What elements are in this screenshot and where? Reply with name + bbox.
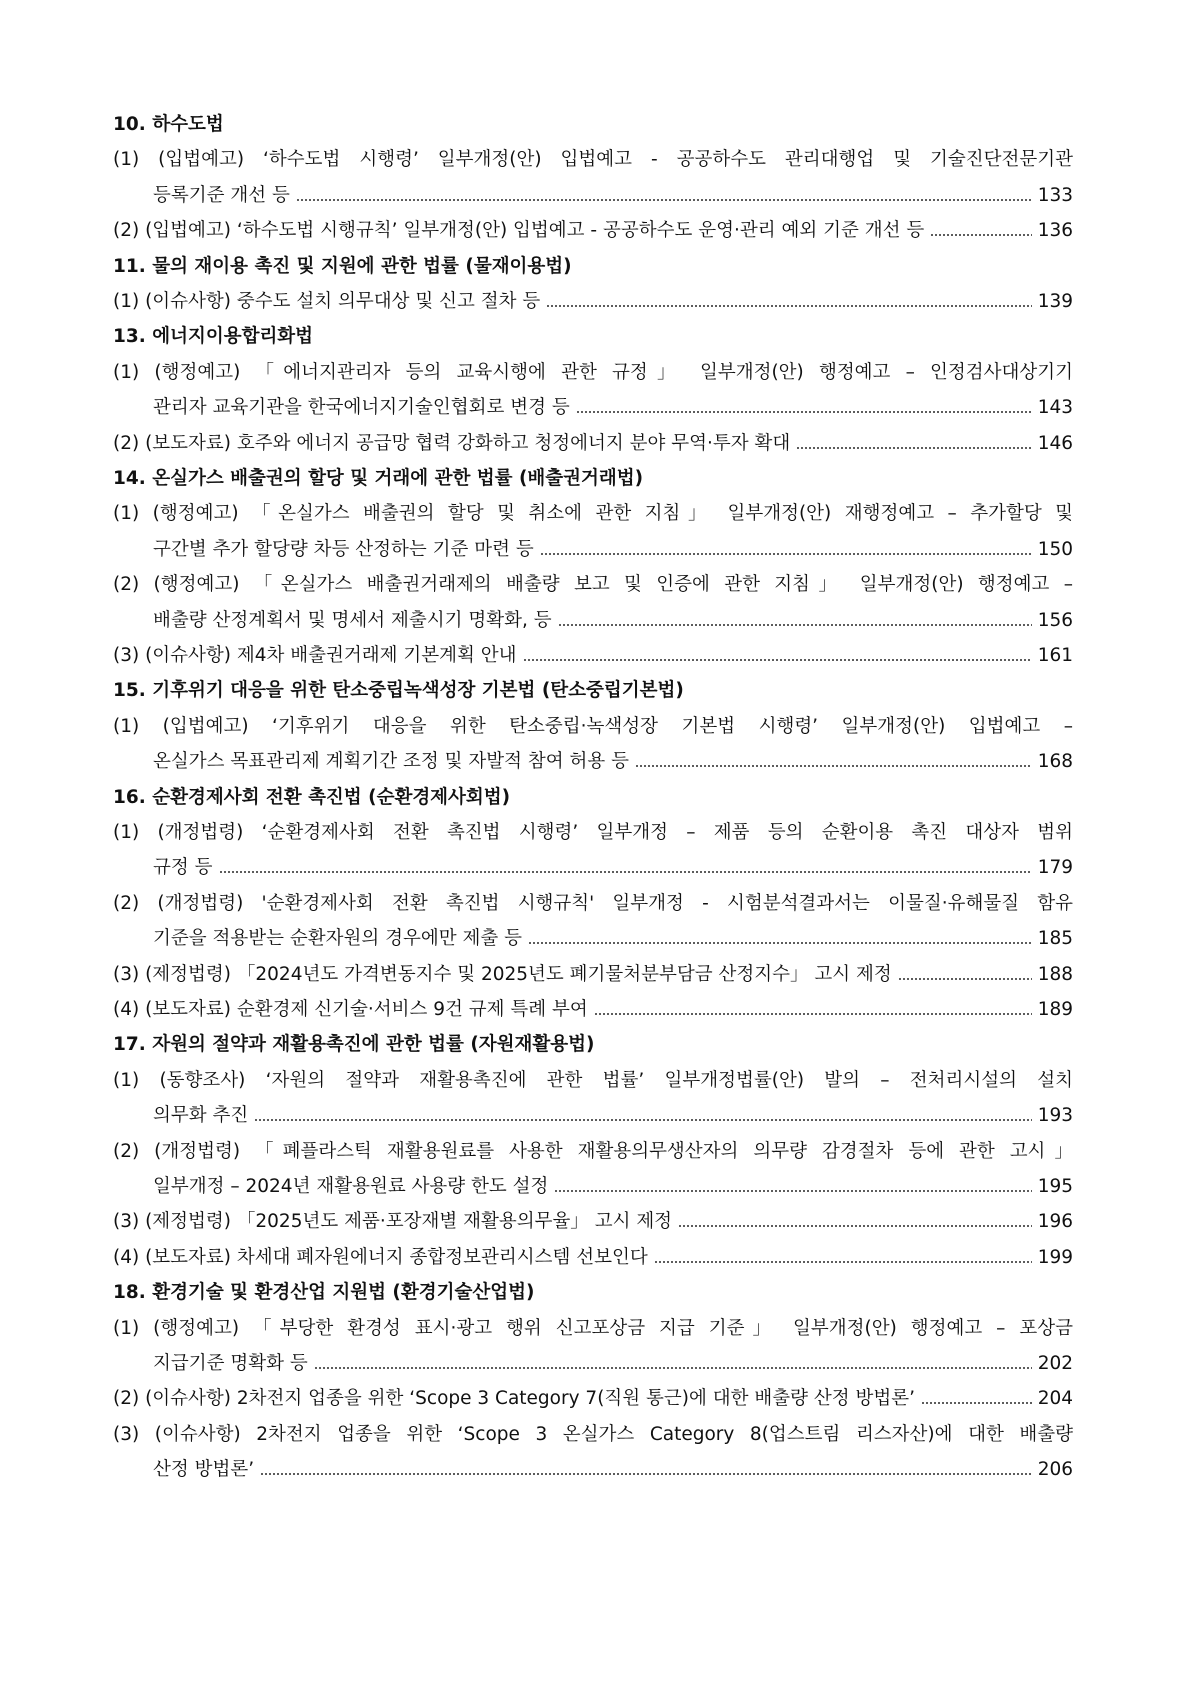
entry-title-line: 산정 방법론’ (153, 1459, 255, 1481)
entry-number: (3) (113, 963, 146, 985)
entry-title-line: (개정법령) ‘순환경제사회 전환 촉진법 시행령’ 일부개정 – 제품 등의 순환이용 촉진 대상자 범위 (157, 822, 1073, 843)
entry-title-line: (행정예고) 「온실가스 배출권거래제의 배출량 보고 및 인증에 관한 지침」 일부개정(안) 행정예고 – (153, 574, 1073, 596)
dot-leader (635, 765, 1032, 767)
dot-leader (528, 942, 1032, 944)
dot-leader (219, 871, 1032, 873)
dot-leader (921, 1402, 1032, 1404)
entry-title-line: 기준을 적용받는 순환자원의 경우에만 제출 등 (153, 928, 522, 950)
entry-title-line: (보도자료) 차세대 폐자원에너지 종합정보관리시스템 선보인다 (145, 1246, 648, 1268)
entry-title-line: (이슈사항) 제4차 배출권거래제 기본계획 안내 (145, 645, 517, 666)
dot-leader (898, 978, 1032, 980)
dot-leader (678, 1225, 1032, 1227)
entry-number: (4) (113, 1246, 146, 1268)
entry-title-line: (개정법령) '순환경제사회 전환 촉진법 시행규칙' 일부개정 - 시험분석결과서는 이물질·유해물질 함유 (157, 892, 1073, 914)
entry-title-line: 등록기준 개선 등 (153, 184, 290, 206)
page-number: 185 (1037, 928, 1073, 950)
entry-number: (1) (113, 291, 146, 312)
entry-title-line: 규정 등 (153, 857, 213, 879)
dot-leader (558, 624, 1032, 626)
entry-title-line: 온실가스 목표관리제 계획기간 조정 및 자발적 참여 허용 등 (153, 751, 629, 773)
page-number: 146 (1037, 432, 1073, 454)
entry-title-line: (입법예고) ‘하수도법 시행규칙’ 일부개정(안) 입법예고 - 공공하수도 운영·관리 예외 기준 개선 등 (145, 220, 925, 242)
entry-number: (1) (113, 503, 153, 525)
section-heading: 16. 순환경제사회 전환 촉진법 (순환경제사회법) (113, 786, 511, 808)
entry-number: (1) (113, 822, 158, 843)
entry-title-line: 구간별 추가 할당량 차등 산정하는 기준 마련 등 (153, 538, 534, 560)
entry-title-line: (이슈사항) 2차전지 업종을 위한 ‘Scope 3 온실가스 Category 8(업스트림 리스자산)에 대한 배출량 (154, 1423, 1073, 1445)
page-number: 202 (1037, 1352, 1073, 1374)
entry-title-line: 일부개정 – 2024년 재활용원료 사용량 한도 설정 (153, 1175, 549, 1197)
entry-number: (2) (113, 1140, 155, 1162)
entry-title-line: 관리자 교육기관을 한국에너지기술인협회로 변경 등 (153, 397, 570, 419)
dot-leader (930, 234, 1031, 236)
entry-number: (1) (113, 361, 155, 383)
section-heading: 10. 하수도법 (113, 114, 224, 135)
page-number: 161 (1037, 645, 1073, 666)
dot-leader (546, 305, 1031, 307)
dot-leader (576, 411, 1032, 413)
entry-title-line: (입법예고) ‘하수도법 시행령’ 일부개정(안) 입법예고 - 공공하수도 관리대행업 및 기술진단전문기관 (158, 149, 1073, 171)
dot-leader (523, 659, 1032, 661)
entry-title-line: (행정예고) 「에너지관리자 등의 교육시행에 관한 규정」 일부개정(안) 행정예고 – 인정검사대상기기 (154, 361, 1073, 383)
entry-title-line: 의무화 추진 (153, 1105, 249, 1127)
dot-leader (654, 1261, 1032, 1263)
entry-title-line: 지급기준 명확화 등 (153, 1352, 308, 1374)
dot-leader (254, 1119, 1031, 1121)
entry-title-line: (이슈사항) 2차전지 업종을 위한 ‘Scope 3 Category 7(직원 통근)에 대한 배출량 산정 방법론’ (145, 1388, 915, 1410)
page-number: 156 (1037, 609, 1073, 631)
entry-title-line: (개정법령) 「폐플라스틱 재활용원료를 사용한 재활용의무생산자의 의무량 감경절차 등에 관한 고시」 (154, 1140, 1073, 1162)
page-number: 204 (1037, 1388, 1073, 1410)
page-number: 189 (1037, 999, 1073, 1020)
entry-number: (2) (113, 574, 154, 596)
page-number: 199 (1037, 1246, 1073, 1268)
entry-number: (1) (113, 1069, 160, 1091)
entry-number: (4) (113, 999, 146, 1020)
entry-number: (3) (113, 1211, 146, 1233)
entry-title-line: (동향조사) ‘자원의 절약과 재활용촉진에 관한 법률’ 일부개정법률(안) 발의 – 전처리시설의 설치 (159, 1069, 1073, 1091)
dot-leader (594, 1013, 1032, 1015)
entry-number: (1) (113, 1317, 154, 1339)
entry-title-line: 배출량 산정계획서 및 명세서 제출시기 명확화, 등 (153, 609, 552, 631)
page-number: 143 (1037, 397, 1073, 419)
entry-number: (2) (113, 1388, 146, 1410)
section-heading: 13. 에너지이용합리화법 (113, 326, 314, 348)
page-number: 195 (1037, 1175, 1073, 1197)
entry-title-line: (제정법령) 「2024년도 가격변동지수 및 2025년도 폐기물처분부담금 산정지수」 고시 제정 (145, 963, 892, 985)
section-heading: 14. 온실가스 배출권의 할당 및 거래에 관한 법률 (배출권거래법) (113, 468, 644, 489)
section-heading: 17. 자원의 절약과 재활용촉진에 관한 법률 (자원재활용법) (113, 1034, 595, 1056)
page-number: 133 (1037, 184, 1073, 206)
entry-title-line: (행정예고) 「온실가스 배출권의 할당 및 취소에 관한 지침」 일부개정(안) 재행정예고 – 추가할당 및 (152, 503, 1073, 525)
entry-number: (1) (113, 149, 159, 171)
entry-number: (3) (113, 1423, 155, 1445)
dot-leader (540, 553, 1032, 555)
page-number: 206 (1037, 1459, 1073, 1481)
section-heading: 18. 환경기술 및 환경산업 지원법 (환경기술산업법) (113, 1282, 535, 1304)
entry-title-line: (입법예고) ‘기후위기 대응을 위한 탄소중립·녹색성장 기본법 시행령’ 일부개정(안) 입법예고 – (162, 715, 1073, 737)
entry-title-line: (이슈사항) 중수도 설치 의무대상 및 신고 절차 등 (145, 291, 541, 312)
entry-number: (1) (113, 715, 163, 737)
page-number: 168 (1037, 751, 1073, 773)
page-number: 179 (1037, 857, 1073, 879)
entry-number: (2) (113, 432, 146, 454)
dot-leader (796, 447, 1031, 449)
entry-title-line: (보도자료) 호주와 에너지 공급망 협력 강화하고 청정에너지 분야 무역·투자 확대 (145, 432, 791, 454)
dot-leader (296, 199, 1032, 201)
section-heading: 15. 기후위기 대응을 위한 탄소중립녹색성장 기본법 (탄소중립기본법) (113, 680, 684, 702)
entry-title-line: (보도자료) 순환경제 신기술·서비스 9건 규제 특례 부여 (145, 999, 588, 1020)
page-number: 139 (1037, 291, 1073, 312)
page-number: 188 (1037, 963, 1073, 985)
entry-title-line: (제정법령) 「2025년도 제품·포장재별 재활용의무율」 고시 제정 (145, 1211, 673, 1233)
dot-leader (260, 1473, 1032, 1475)
page-number: 136 (1037, 220, 1073, 242)
entry-number: (2) (113, 220, 146, 242)
entry-number: (3) (113, 645, 146, 666)
page-number: 193 (1037, 1105, 1073, 1127)
section-heading: 11. 물의 재이용 촉진 및 지원에 관한 법률 (물재이용법) (113, 255, 572, 277)
dot-leader (554, 1190, 1031, 1192)
page-number: 196 (1037, 1211, 1073, 1233)
page-number: 150 (1037, 538, 1073, 560)
dot-leader (314, 1367, 1032, 1369)
entry-title-line: (행정예고) 「부당한 환경성 표시·광고 행위 신고포상금 지급 기준」 일부개정(안) 행정예고 – 포상금 (153, 1317, 1073, 1339)
entry-number: (2) (113, 892, 158, 914)
